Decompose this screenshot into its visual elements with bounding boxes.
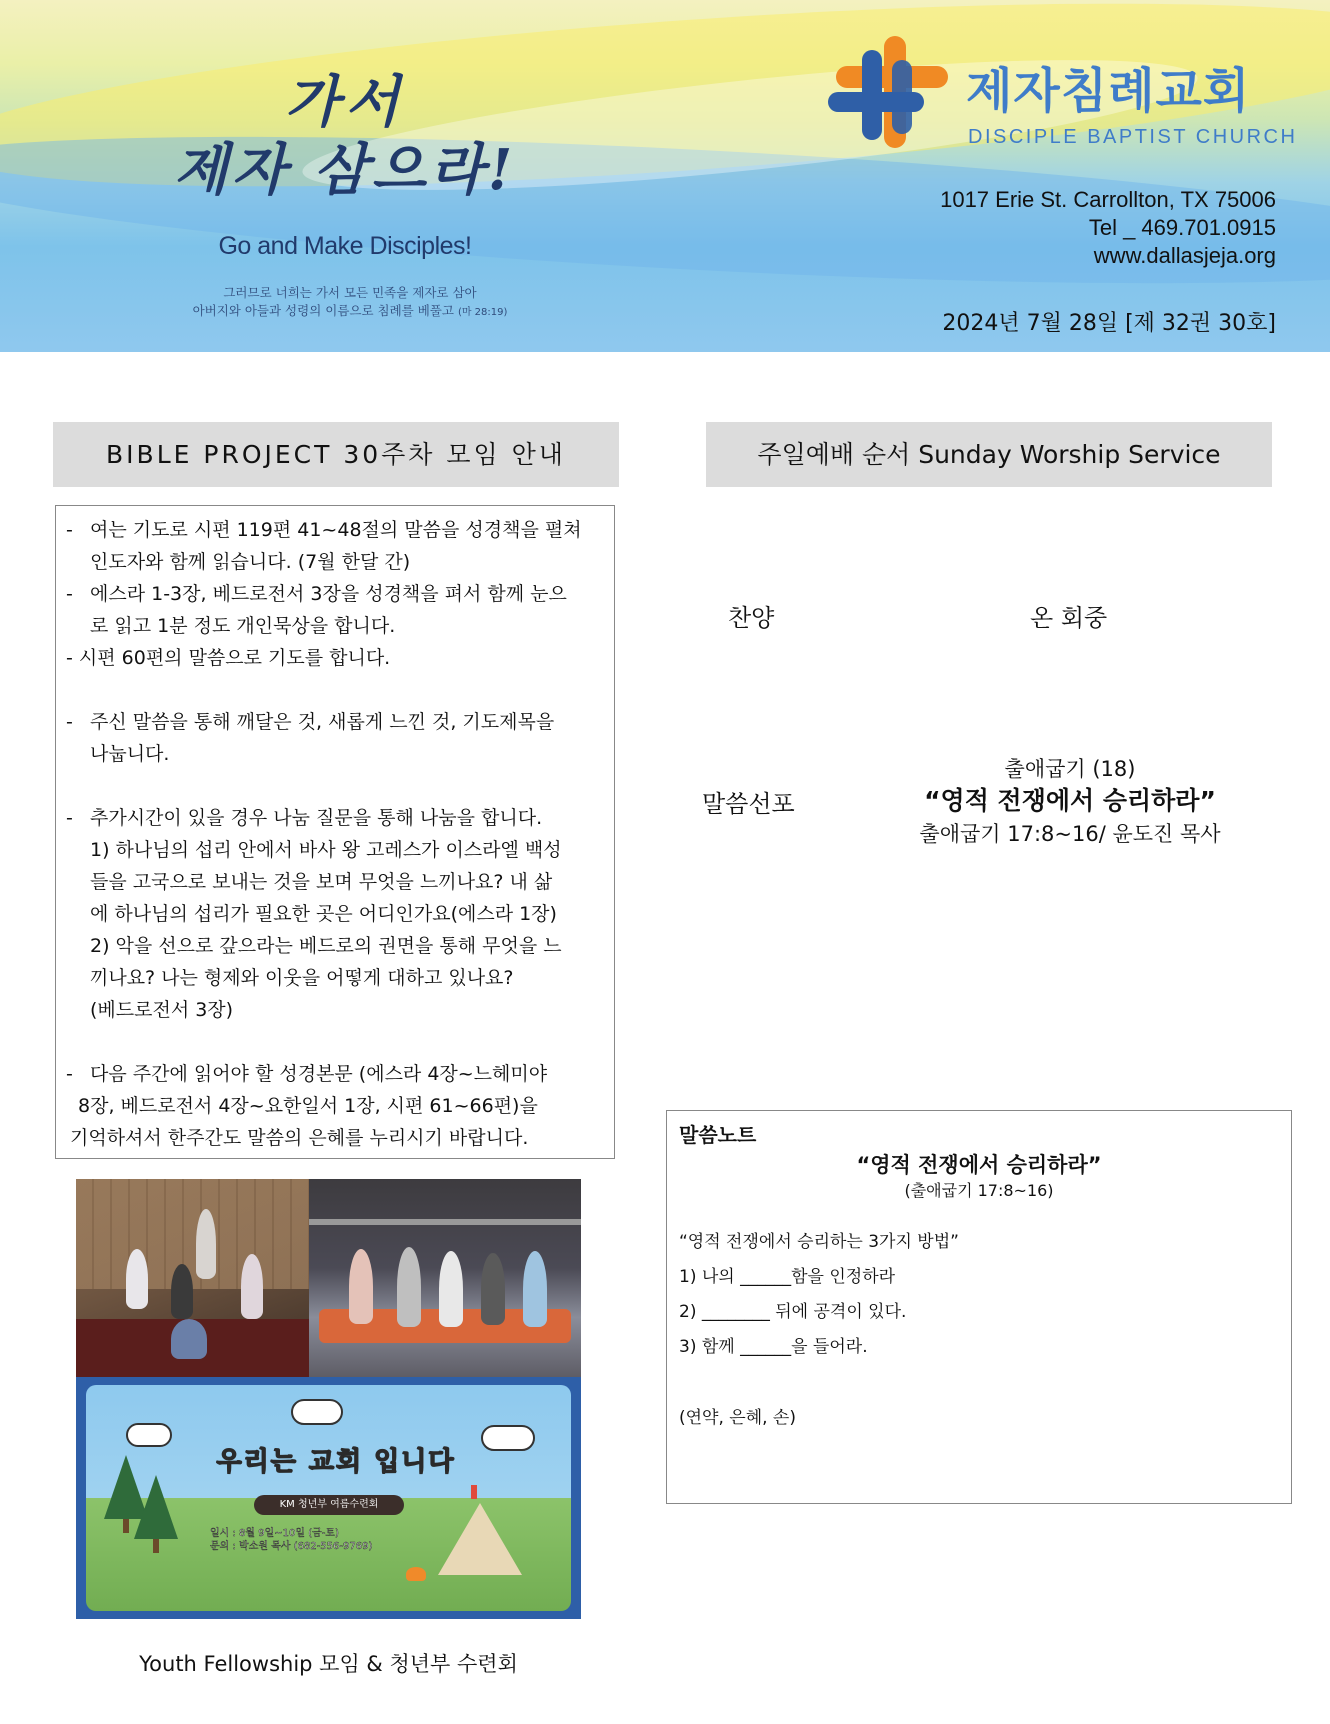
address: 1017 Erie St. Carrollton, TX 75006: [940, 187, 1276, 212]
verse-line-2: 아버지와 아들과 성령의 이름으로 침례를 베풀고 (마 28:19): [192, 303, 508, 318]
cloud-icon: [291, 1399, 343, 1425]
notes-label: 말씀노트: [679, 1123, 757, 1147]
list-item: - 다음 주간에 읽어야 할 성경본문 (에스라 4장~느헤미야 8장, 베드로전서 4장~요한일서 1장, 시편 61~66편)을 기억하셔서 한주간도 말씀의 은혜를 누리시기 바랍니다.: [66, 1063, 548, 1149]
slogan-korean: [150, 70, 540, 206]
sermon-title: “영적 전쟁에서 승리하라”: [924, 786, 1216, 815]
worship-order-header: 주일예배 순서 Sunday Worship Service: [706, 422, 1272, 487]
slogan-line-2: 제자 삼으라!: [173, 137, 517, 203]
photo-climbing-gym: [76, 1179, 309, 1377]
website-link[interactable]: www.dallasjeja.org: [1093, 243, 1276, 268]
list-item: - 에스라 1-3장, 베드로전서 3장을 성경책을 펴서 함께 눈으 로 읽고 1분 정도 개인묵상을 합니다.: [66, 583, 567, 637]
sermon-notes-box: [666, 1110, 1292, 1504]
notes-reference: (출애굽기 17:8~16): [904, 1181, 1054, 1200]
list-item: - 추가시간이 있을 경우 나눔 질문을 통해 나눔을 합니다. 1) 하나님의 섭리 안에서 바사 왕 고레스가 이스라엘 백성 들을 고국으로 보내는 것을 보며 무엇을 느끼나요? 내 삶 에 하나님의 섭리가 필요한 곳은 어디인가요(에스라 1장) 2) 악을 선으로 갚으라는 베드로의 권면을 통해 무엇을 느 끼나요? 나는 형제와 이웃을 어떻게 대하고 있나요? (베드로전서 3장): [66, 802, 606, 1026]
contact-info: [940, 186, 1276, 270]
sermon-label: 말씀선포: [702, 790, 795, 818]
list-item: - 주신 말씀을 통해 깨달은 것, 새롭게 느낀 것, 기도제목을 나눕니다.: [66, 711, 555, 765]
issue-date: 2024년 7월 28일 [제 32권 30호]: [942, 311, 1276, 336]
hymn-number: 출애굽기 (18): [1004, 757, 1136, 781]
praise-label: 찬양: [728, 604, 775, 632]
church-name-korean: 제자침례교회: [966, 63, 1251, 119]
tent-icon: [438, 1503, 522, 1575]
church-name-english: DISCIPLE BAPTIST CHURCH: [968, 126, 1298, 148]
retreat-poster: [76, 1377, 581, 1619]
praise-leader: 온 회중: [1030, 604, 1108, 632]
phone: Tel _ 469.701.0915: [1088, 215, 1276, 240]
sermon-details: [880, 754, 1260, 850]
cloud-icon: [126, 1423, 172, 1447]
verse-line-1: 그러므로 너희는 가서 모든 민족을 제자로 삼아: [223, 285, 477, 300]
photo-caption: Youth Fellowship 모임 & 청년부 수련회: [139, 1652, 518, 1676]
header-banner: [0, 0, 1330, 352]
youth-photos: [76, 1179, 581, 1619]
list-item: - 여는 기도로 시편 119편 41~48절의 말씀을 성경책을 펼쳐 인도자와 함께 읽습니다. (7월 한달 간): [66, 519, 582, 573]
photo-trampoline-park: [309, 1179, 581, 1377]
notes-blank-1: 1) 나의 ______함을 인정하라: [679, 1267, 896, 1287]
cross-logo-icon: [828, 36, 948, 148]
sermon-reference: 출애굽기 17:8~16/ 윤도진 목사: [919, 822, 1221, 846]
bible-verse: [150, 284, 550, 322]
notes-blank-2: 2) ________ 뒤에 공격이 있다.: [679, 1302, 907, 1322]
question-2: 2) 악을 선으로 갚으라는 베드로의 권면을 통해 무엇을 느 끼나요? 나는 형제와 이웃을 어떻게 대하고 있나요? (베드로전서 3장): [90, 935, 562, 1021]
verse-reference: (마 28:19): [457, 307, 508, 318]
slogan-english: Go and Make Disciples!: [218, 232, 472, 260]
bible-project-header: BIBLE PROJECT 30주차 모임 안내: [53, 422, 619, 487]
notes-blank-3: 3) 함께 ______을 들어라.: [679, 1337, 868, 1357]
notes-heading: “영적 전쟁에서 승리하는 3가지 방법”: [679, 1232, 959, 1252]
cloud-icon: [481, 1425, 535, 1451]
flag-icon: [471, 1485, 477, 1499]
poster-info: 일시 : 8월 9일~10일 (금-토) 문의 : 박소원 목사 (682-556-9769): [210, 1528, 373, 1552]
campfire-icon: [406, 1567, 426, 1581]
bible-project-box: [55, 505, 615, 1159]
question-1: 1) 하나님의 섭리 안에서 바사 왕 고레스가 이스라엘 백성 들을 고국으로 보내는 것을 보며 무엇을 느끼나요? 내 삶 에 하나님의 섭리가 필요한 곳은 어디인가요(에스라 1장): [90, 839, 562, 925]
tree-icon: [134, 1475, 178, 1539]
slogan-line-1: 가서: [284, 69, 406, 135]
list-item: - 시편 60편의 말씀으로 기도를 합니다.: [66, 647, 391, 669]
poster-title: 우리는 교회 입니다: [216, 1447, 456, 1477]
notes-title: “영적 전쟁에서 승리하라”: [856, 1153, 1102, 1177]
poster-badge: KM 청년부 여름수련회: [254, 1495, 404, 1515]
notes-hint: (연약, 은혜, 손): [679, 1408, 796, 1428]
